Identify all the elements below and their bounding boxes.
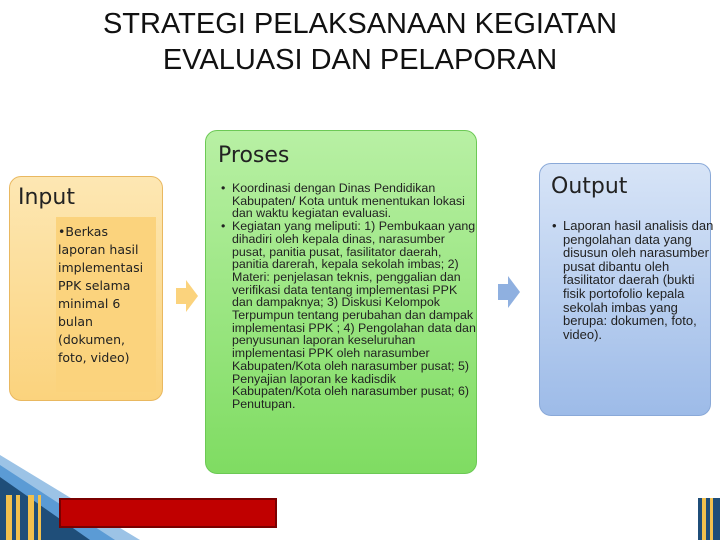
- output-title: Output: [551, 174, 628, 199]
- decorative-corner: [698, 498, 720, 540]
- process-box: [205, 130, 477, 474]
- output-item-1: • Laporan hasil analisis dan pengolahan data yang disusun oleh narasumber pusat dibantu oleh fasilitator daerah (bukti fisik portofolio kepala sekolah imbas yang berupa: dokumen, foto, video).: [563, 219, 717, 341]
- slide-title-line-1: STRATEGI PELAKSANAAN KEGIATAN: [102, 8, 618, 40]
- slide-title: [0, 6, 720, 78]
- output-box: [539, 163, 714, 416]
- process-item-2: • Kegiatan yang meliputi: 1) Pembukaan yang dihadiri oleh kepala dinas, narasumber pusat, panitia pusat, fasilitator daerah, panitia darerah, kepala sekolah imbas; 2) Materi: penjelasan teknis, penggalian dan verifikasi data tentang implementasi PPK dan dampaknya; 3) Diskusi Kelompok Terpumpun tentang perubahan dan dampak implementasi PPK ; 4) Pengolahan data dan penyusunan laporan keseluruhan implementasi PPK oleh narasumber Kabupaten/Kota oleh narasumber pusat; 5) Penyajian laporan ke kadisdik Kabupaten/Kota oleh narasumber pusat; 6) Penutupan.: [232, 220, 476, 411]
- process-item-1: • Koordinasi dengan Dinas Pendidikan Kabupaten/ Kota untuk menentukan lokasi dan waktu kegiatan evaluasi.: [232, 182, 476, 220]
- process-list: [220, 182, 476, 411]
- output-list: [551, 219, 717, 341]
- process-title: Proses: [218, 143, 290, 168]
- footer-red-bar: [59, 498, 277, 528]
- input-text: •Berkas laporan hasil implementasi PPK selama minimal 6 bulan (dokumen, foto, video): [58, 224, 144, 365]
- input-box: [9, 176, 163, 401]
- slide-title-line-2: EVALUASI DAN PELAPORAN: [162, 44, 558, 76]
- input-title: Input: [18, 185, 75, 210]
